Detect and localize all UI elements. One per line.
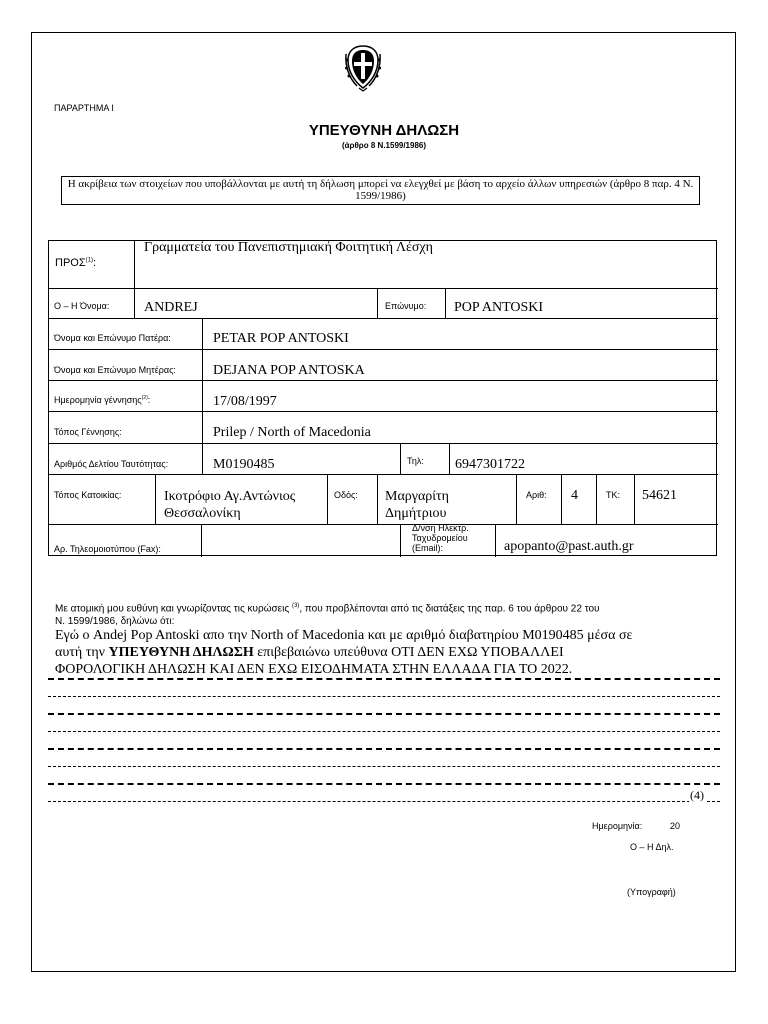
first-name-label: Ο – Η Όνομα: bbox=[54, 301, 110, 311]
to-value: Γραμματεία του Πανεπιστημιακή Φοιτητική Λέσχη bbox=[144, 240, 433, 255]
blank-line bbox=[48, 748, 720, 750]
birthplace-label: Τόπος Γέννησης: bbox=[54, 427, 122, 437]
blank-line bbox=[48, 783, 720, 785]
street-number-label: Αριθ: bbox=[526, 490, 547, 500]
street-label: Οδός: bbox=[334, 490, 358, 500]
footnote-reference: (4) bbox=[690, 788, 704, 802]
date-of-birth-value: 17/08/1997 bbox=[213, 394, 277, 409]
annex-label: ΠΑΡΑΡΤΗΜΑ Ι bbox=[54, 103, 114, 113]
document-subtitle: (άρθρο 8 Ν.1599/1986) bbox=[341, 141, 427, 150]
id-number-label: Αριθμός Δελτίου Ταυτότητας: bbox=[54, 459, 169, 469]
birthplace-value: Prilep / North of Macedonia bbox=[213, 425, 371, 440]
declarant-details-table bbox=[48, 240, 717, 556]
street-number-value: 4 bbox=[571, 488, 578, 503]
declarant-label: Ο – Η Δηλ. bbox=[630, 842, 674, 852]
residence-value: Ικοτρόφιο Αγ.Αντώνιος Θεσσαλονίκη bbox=[164, 489, 296, 521]
surname-value: POP ANTOSKI bbox=[454, 300, 544, 315]
blank-line bbox=[48, 801, 720, 802]
fax-label: Αρ. Τηλεομοιοτύπου (Fax): bbox=[54, 544, 161, 554]
accuracy-notice: Η ακρίβεια των στοιχείων που υποβάλλονται με αυτή τη δήλωση μπορεί να ελεγχθεί με βάση το αρχείο άλλων υπηρεσιών (άρθρο 8 παρ. 4 Ν. 1599/1986) bbox=[61, 176, 700, 205]
mother-name-value: DEJANA POP ANTOSKA bbox=[213, 363, 365, 378]
first-name-value: ANDREJ bbox=[144, 300, 198, 315]
greek-coat-of-arms-emblem bbox=[343, 40, 383, 92]
blank-line bbox=[48, 678, 720, 680]
father-name-value: PETAR POP ANTOSKI bbox=[213, 331, 349, 346]
date-label: Ημερομηνία: bbox=[592, 821, 643, 831]
email-label: Δ/νση Ηλεκτρ. Ταχυδρομείου (Email): bbox=[412, 523, 469, 553]
surname-label: Επώνυμο: bbox=[385, 301, 427, 311]
declaration-intro: Με ατομική μου ευθύνη και γνωρίζοντας τις κυρώσεις $^{(3)}$, που προβλέπονται από τις διατάξεις της παρ. 6 του άρθρου 22 του Ν. 1599/1986, δηλώνω ότι: bbox=[55, 603, 600, 628]
blank-line bbox=[48, 713, 720, 715]
email-value: apopanto@past.auth.gr bbox=[504, 539, 634, 554]
id-number-value: M0190485 bbox=[213, 457, 275, 472]
to-label: ΠΡΟΣ$^{(1)}$: bbox=[55, 257, 97, 269]
date-of-birth-label: Ημερομηνία γέννησης$^{(2)}$: bbox=[54, 395, 151, 405]
father-name-label: Όνομα και Επώνυμο Πατέρα: bbox=[54, 333, 171, 343]
postal-code-label: ΤΚ: bbox=[606, 490, 621, 500]
signature-label: (Υπογραφή) bbox=[627, 887, 676, 897]
declaration-body: Εγώ ο Andej Pop Antoski απο την North of Macedonia και με αριθμό διαβατηρίου M0190485 μέσα σε αυτή την ΥΠΕΥΘΥΝΗ ΔΗΛΩΣΗ επιβεβαιώνω υπεύθυνα ΟΤΙ ΔΕΝ ΕΧΩ ΥΠΟΒΑΛΛΕΙ ΦΟΡΟΛΟΓΙΚΗ ΔΗΛΩΣΗ ΚΑΙ ΔΕΝ ΕΧΩ ΕΙΣΟΔΗΜΑΤΑ ΣΤΗΝ ΕΛΛΑΔΑ ΓΙΑ ΤΟ 2022. bbox=[55, 628, 633, 677]
blank-line bbox=[48, 766, 720, 767]
phone-label: Τηλ: bbox=[407, 456, 424, 466]
date-year: 20 bbox=[670, 821, 681, 831]
document-title: ΥΠΕΥΘΥΝΗ ΔΗΛΩΣΗ bbox=[308, 122, 460, 139]
residence-label: Τόπος Κατοικίας: bbox=[54, 490, 122, 500]
phone-value: 6947301722 bbox=[455, 457, 525, 472]
street-value: Μαργαρίτη Δημήτριου bbox=[385, 489, 449, 521]
postal-code-value: 54621 bbox=[642, 488, 677, 503]
blank-line bbox=[48, 731, 720, 732]
blank-line bbox=[48, 696, 720, 697]
mother-name-label: Όνομα και Επώνυμο Μητέρας: bbox=[54, 365, 176, 375]
